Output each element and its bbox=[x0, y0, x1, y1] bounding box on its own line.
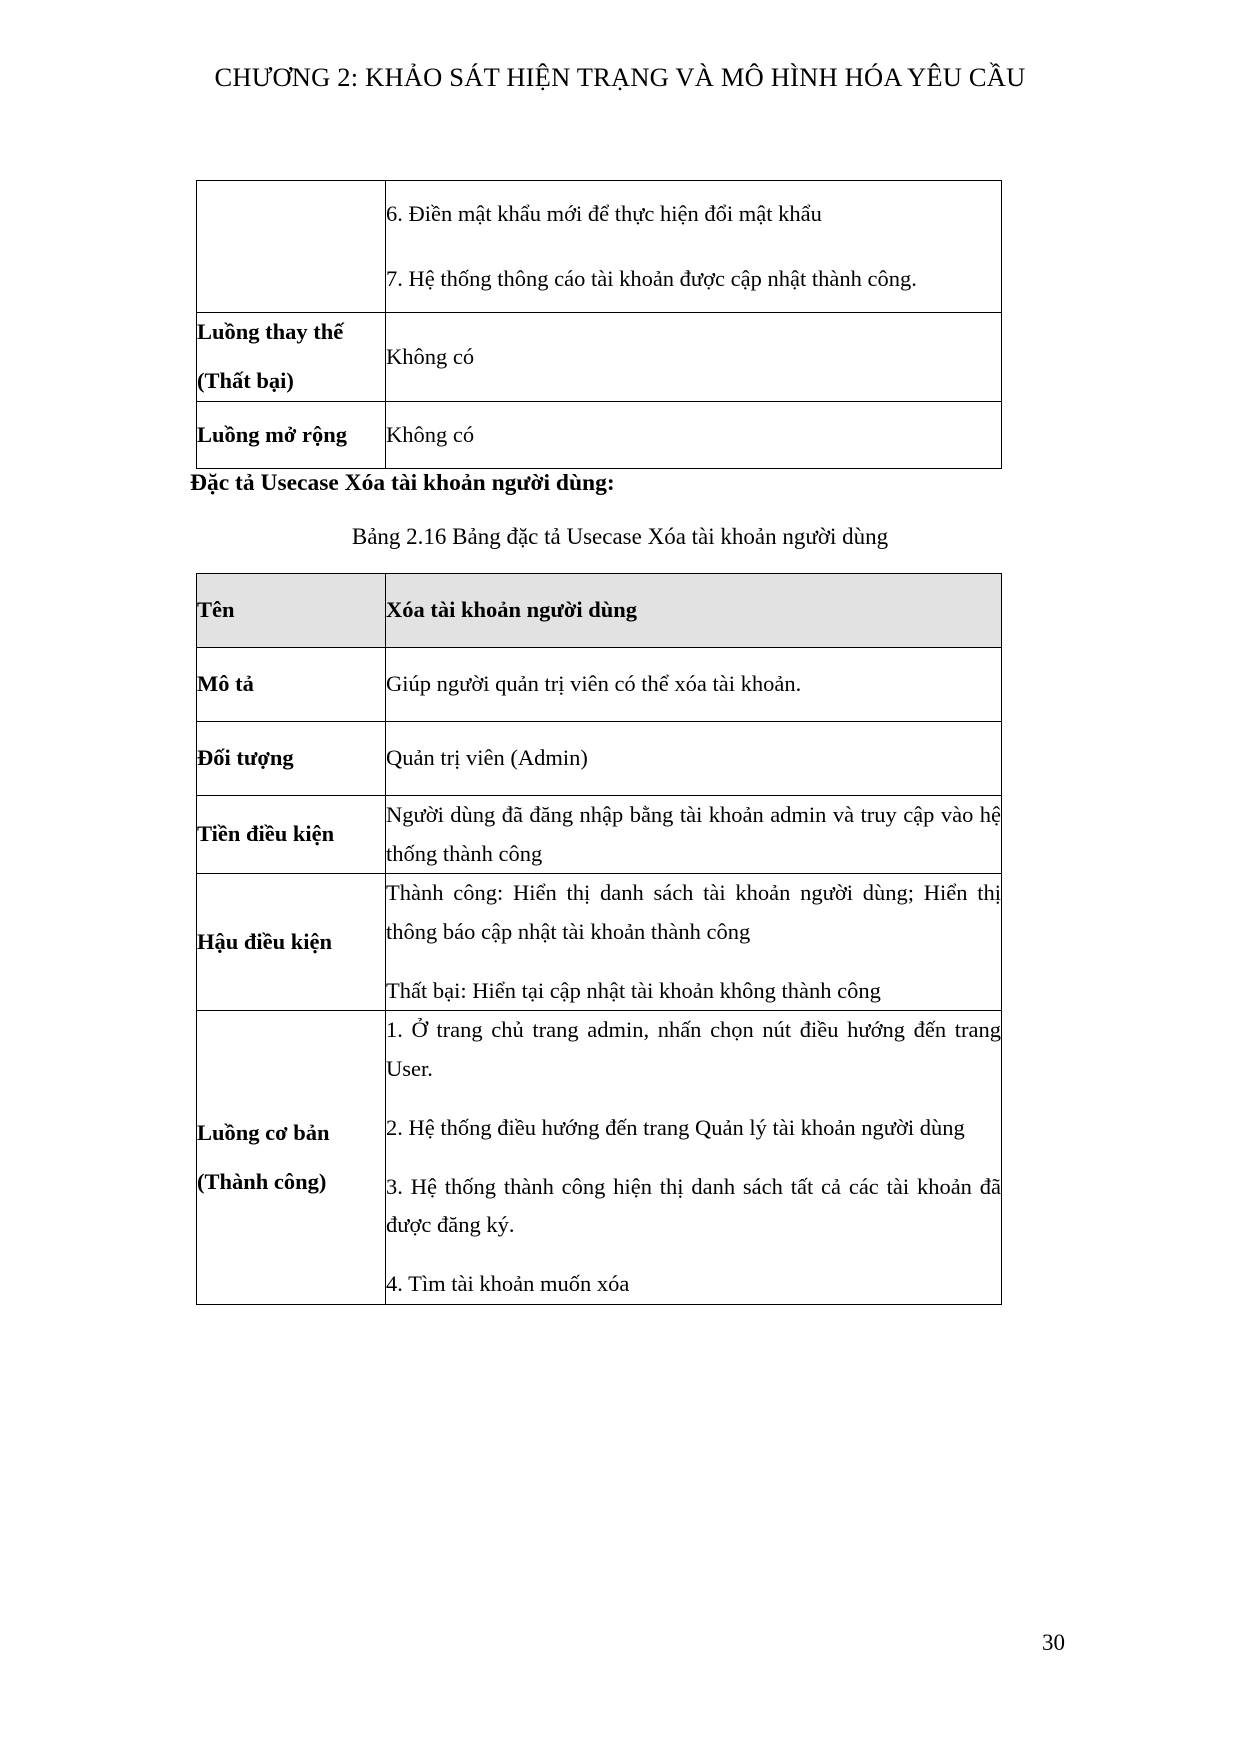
row-body-alternate-flow bbox=[386, 313, 1002, 401]
flow-step-1: 1. Ở trang chủ trang admin, nhấn chọn nút điều hướng đến trang User. bbox=[386, 1017, 1001, 1082]
header-label-name: Tên bbox=[197, 574, 386, 648]
table-caption: Bảng 2.16 Bảng đặc tả Usecase Xóa tài khoản người dùng bbox=[351, 524, 889, 549]
table-row bbox=[197, 648, 1002, 722]
row-body-postcondition bbox=[386, 874, 1002, 1011]
row-label-line: (Thành công) bbox=[197, 1168, 327, 1194]
row-label-line: Luồng thay thế bbox=[197, 319, 344, 345]
row-label-alternate-flow bbox=[197, 313, 386, 401]
row-label-precondition bbox=[197, 796, 386, 874]
table-header-row bbox=[197, 574, 1002, 648]
table-row bbox=[197, 874, 1002, 1011]
running-header: CHƯƠNG 2: KHẢO SÁT HIỆN TRẠNG VÀ MÔ HÌNH HÓA YÊU CẦU bbox=[214, 62, 1026, 92]
table-row bbox=[197, 1011, 1002, 1304]
row-body-flow-steps bbox=[386, 181, 1002, 313]
row-body-basic-flow bbox=[386, 1011, 1002, 1304]
usecase-spec-table-wrapper bbox=[196, 573, 1002, 1305]
section-heading: Đặc tả Usecase Xóa tài khoản người dùng: bbox=[190, 470, 615, 496]
row-label-actor bbox=[197, 722, 386, 796]
row-label-empty bbox=[197, 181, 386, 313]
row-label-extended-flow bbox=[197, 401, 386, 469]
row-body-description bbox=[386, 648, 1002, 722]
row-label-postcondition bbox=[197, 874, 386, 1011]
page-number: 30 bbox=[1042, 1630, 1065, 1655]
row-body-actor bbox=[386, 722, 1002, 796]
table-row bbox=[197, 181, 1002, 313]
flow-step-6: 6. Điền mật khẩu mới để thực hiện đổi mật khẩu bbox=[386, 201, 822, 226]
row-label-line: Luồng cơ bản bbox=[197, 1119, 330, 1145]
row-body-precondition bbox=[386, 796, 1002, 874]
usecase-spec-table bbox=[196, 573, 1002, 1305]
row-body-line: Người dùng đã đăng nhập bằng tài khoản admin và truy cập vào hệ thống thành công bbox=[386, 802, 1001, 866]
row-label-line: Hậu điều kiện bbox=[197, 929, 333, 955]
row-label-description bbox=[197, 648, 386, 722]
usecase-table-continued bbox=[196, 180, 1002, 469]
row-body-extended-flow bbox=[386, 401, 1002, 469]
flow-step-7: 7. Hệ thống thông cáo tài khoản được cập nhật thành công. bbox=[386, 265, 917, 291]
row-body-line: Giúp người quản trị viên có thể xóa tài khoản. bbox=[386, 671, 802, 697]
row-body-line: Thành công: Hiển thị danh sách tài khoản người dùng; Hiển thị thông báo cập nhật tài khoản thành công bbox=[386, 880, 1001, 945]
flow-step-4: 4. Tìm tài khoản muốn xóa bbox=[386, 1270, 630, 1296]
row-body-line: Không có bbox=[386, 421, 475, 447]
table-row bbox=[197, 313, 1002, 401]
flow-step-3: 3. Hệ thống thành công hiện thị danh sách tất cả các tài khoản đã được đăng ký. bbox=[386, 1173, 1001, 1238]
row-label-line: Đối tượng bbox=[197, 745, 294, 771]
table-row bbox=[197, 722, 1002, 796]
header-value-usecase-name: Xóa tài khoản người dùng bbox=[386, 574, 1002, 648]
table-row bbox=[197, 401, 1002, 469]
row-body-line: Không có bbox=[386, 343, 475, 369]
row-label-basic-flow bbox=[197, 1011, 386, 1304]
usecase-table-continued-wrapper bbox=[196, 180, 1002, 469]
row-label-line: (Thất bại) bbox=[197, 368, 294, 394]
row-label-line: Mô tả bbox=[197, 671, 254, 697]
row-label-line: Tiền điều kiện bbox=[197, 821, 335, 847]
flow-step-2: 2. Hệ thống điều hướng đến trang Quản lý tài khoản người dùng bbox=[386, 1114, 965, 1140]
table-row bbox=[197, 796, 1002, 874]
row-body-line: Thất bại: Hiển tại cập nhật tài khoản không thành công bbox=[386, 977, 881, 1003]
row-body-line: Quản trị viên (Admin) bbox=[386, 745, 588, 771]
row-label-line: Luồng mở rộng bbox=[197, 421, 347, 447]
